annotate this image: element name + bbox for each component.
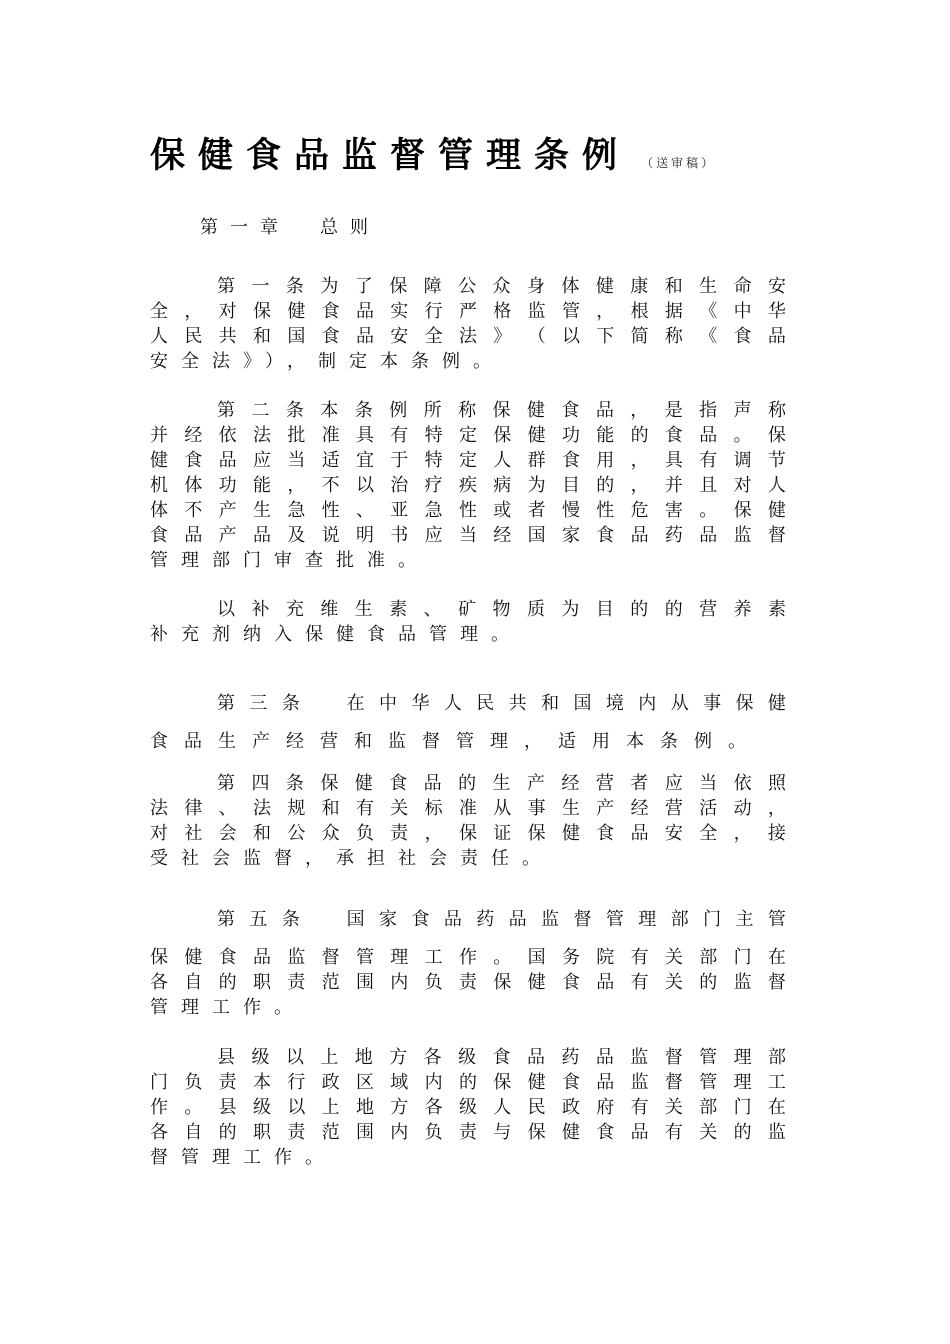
chapter-heading: 第一章 总则 bbox=[200, 217, 380, 238]
text-line: 全 ， 对 保 健 食 品 实 行 严 格 监 管 ， 根 据 《 中 华 bbox=[150, 301, 786, 322]
text-line: 第 二 条 本 条 例 所 称 保 健 食 品 ， 是 指 声 称 bbox=[217, 400, 786, 421]
text-line: 以 补 充 维 生 素 、 矿 物 质 为 目 的 的 营 养 素 bbox=[217, 599, 786, 620]
draft-note: （送审稿） bbox=[641, 156, 717, 170]
text-line: 督管理工作。 bbox=[150, 1147, 336, 1168]
text-line: 并 经 依 法 批 准 具 有 特 定 保 健 功 能 的 食 品 。 保 bbox=[150, 425, 786, 446]
text-line: 第 四 条 保 健 食 品 的 生 产 经 营 者 应 当 依 照 bbox=[217, 773, 786, 794]
article-2 bbox=[150, 398, 786, 573]
text-line: 作 。 县 级 以 上 地 方 各 级 人 民 政 府 有 关 部 门 在 bbox=[150, 1097, 786, 1118]
text-line: 健 食 品 应 当 适 宜 于 特 定 人 群 食 用 ， 具 有 调 节 bbox=[150, 450, 786, 471]
text-line: 安全法》），制定本条例。 bbox=[150, 351, 504, 372]
text-line: 食品生产经营和监督管理，适用本条例。 bbox=[150, 731, 762, 752]
text-line: 第 三 条 在 中 华 人 民 共 和 国 境 内 从 事 保 健 bbox=[217, 693, 786, 714]
article-2-supplement bbox=[150, 597, 786, 647]
article-1 bbox=[150, 274, 786, 374]
text-line: 县 级 以 上 地 方 各 级 食 品 药 品 监 督 管 理 部 bbox=[217, 1047, 786, 1068]
text-line: 机 体 功 能 ， 不 以 治 疗 疾 病 为 目 的 ， 并 且 对 人 bbox=[150, 475, 786, 496]
text-line: 管理部门审查批准。 bbox=[150, 550, 429, 571]
text-line: 食 品 产 品 及 说 明 书 应 当 经 国 家 食 品 药 品 监 督 bbox=[150, 525, 786, 546]
document-title: 保健食品监督管理条例 bbox=[150, 136, 631, 176]
text-line: 对 社 会 和 公 众 负 责 ， 保 证 保 健 食 品 安 全 ， 接 bbox=[150, 823, 786, 844]
article-3 bbox=[150, 685, 786, 761]
text-line: 受社会监督，承担社会责任。 bbox=[150, 848, 553, 869]
article-5-supplement bbox=[150, 1045, 786, 1170]
text-line: 管理工作。 bbox=[150, 997, 305, 1018]
text-line: 第 一 条 为 了 保 障 公 众 身 体 健 康 和 生 命 安 bbox=[217, 276, 786, 297]
text-line: 体 不 产 生 急 性 、 亚 急 性 或 者 慢 性 危 害 。 保 健 bbox=[150, 500, 786, 521]
text-line: 补充剂纳入保健食品管理。 bbox=[150, 624, 522, 645]
text-line: 各 自 的 职 责 范 围 内 负 责 与 保 健 食 品 有 关 的 监 bbox=[150, 1122, 786, 1143]
article-4 bbox=[150, 771, 786, 871]
text-line: 人 民 共 和 国 食 品 安 全 法 》 （ 以 下 简 称 《 食 品 bbox=[150, 326, 786, 347]
document-title-block bbox=[150, 128, 716, 178]
article-5 bbox=[150, 907, 786, 1020]
text-line: 各 自 的 职 责 范 围 内 负 责 保 健 食 品 有 关 的 监 督 bbox=[150, 972, 786, 993]
text-line: 门 负 责 本 行 政 区 域 内 的 保 健 食 品 监 督 管 理 工 bbox=[150, 1072, 786, 1093]
text-line: 第 五 条 国 家 食 品 药 品 监 督 管 理 部 门 主 管 bbox=[217, 909, 786, 930]
text-line: 法 律 、 法 规 和 有 关 标 准 从 事 生 产 经 营 活 动 ， bbox=[150, 798, 786, 819]
text-line: 保 健 食 品 监 督 管 理 工 作 。 国 务 院 有 关 部 门 在 bbox=[150, 947, 786, 968]
